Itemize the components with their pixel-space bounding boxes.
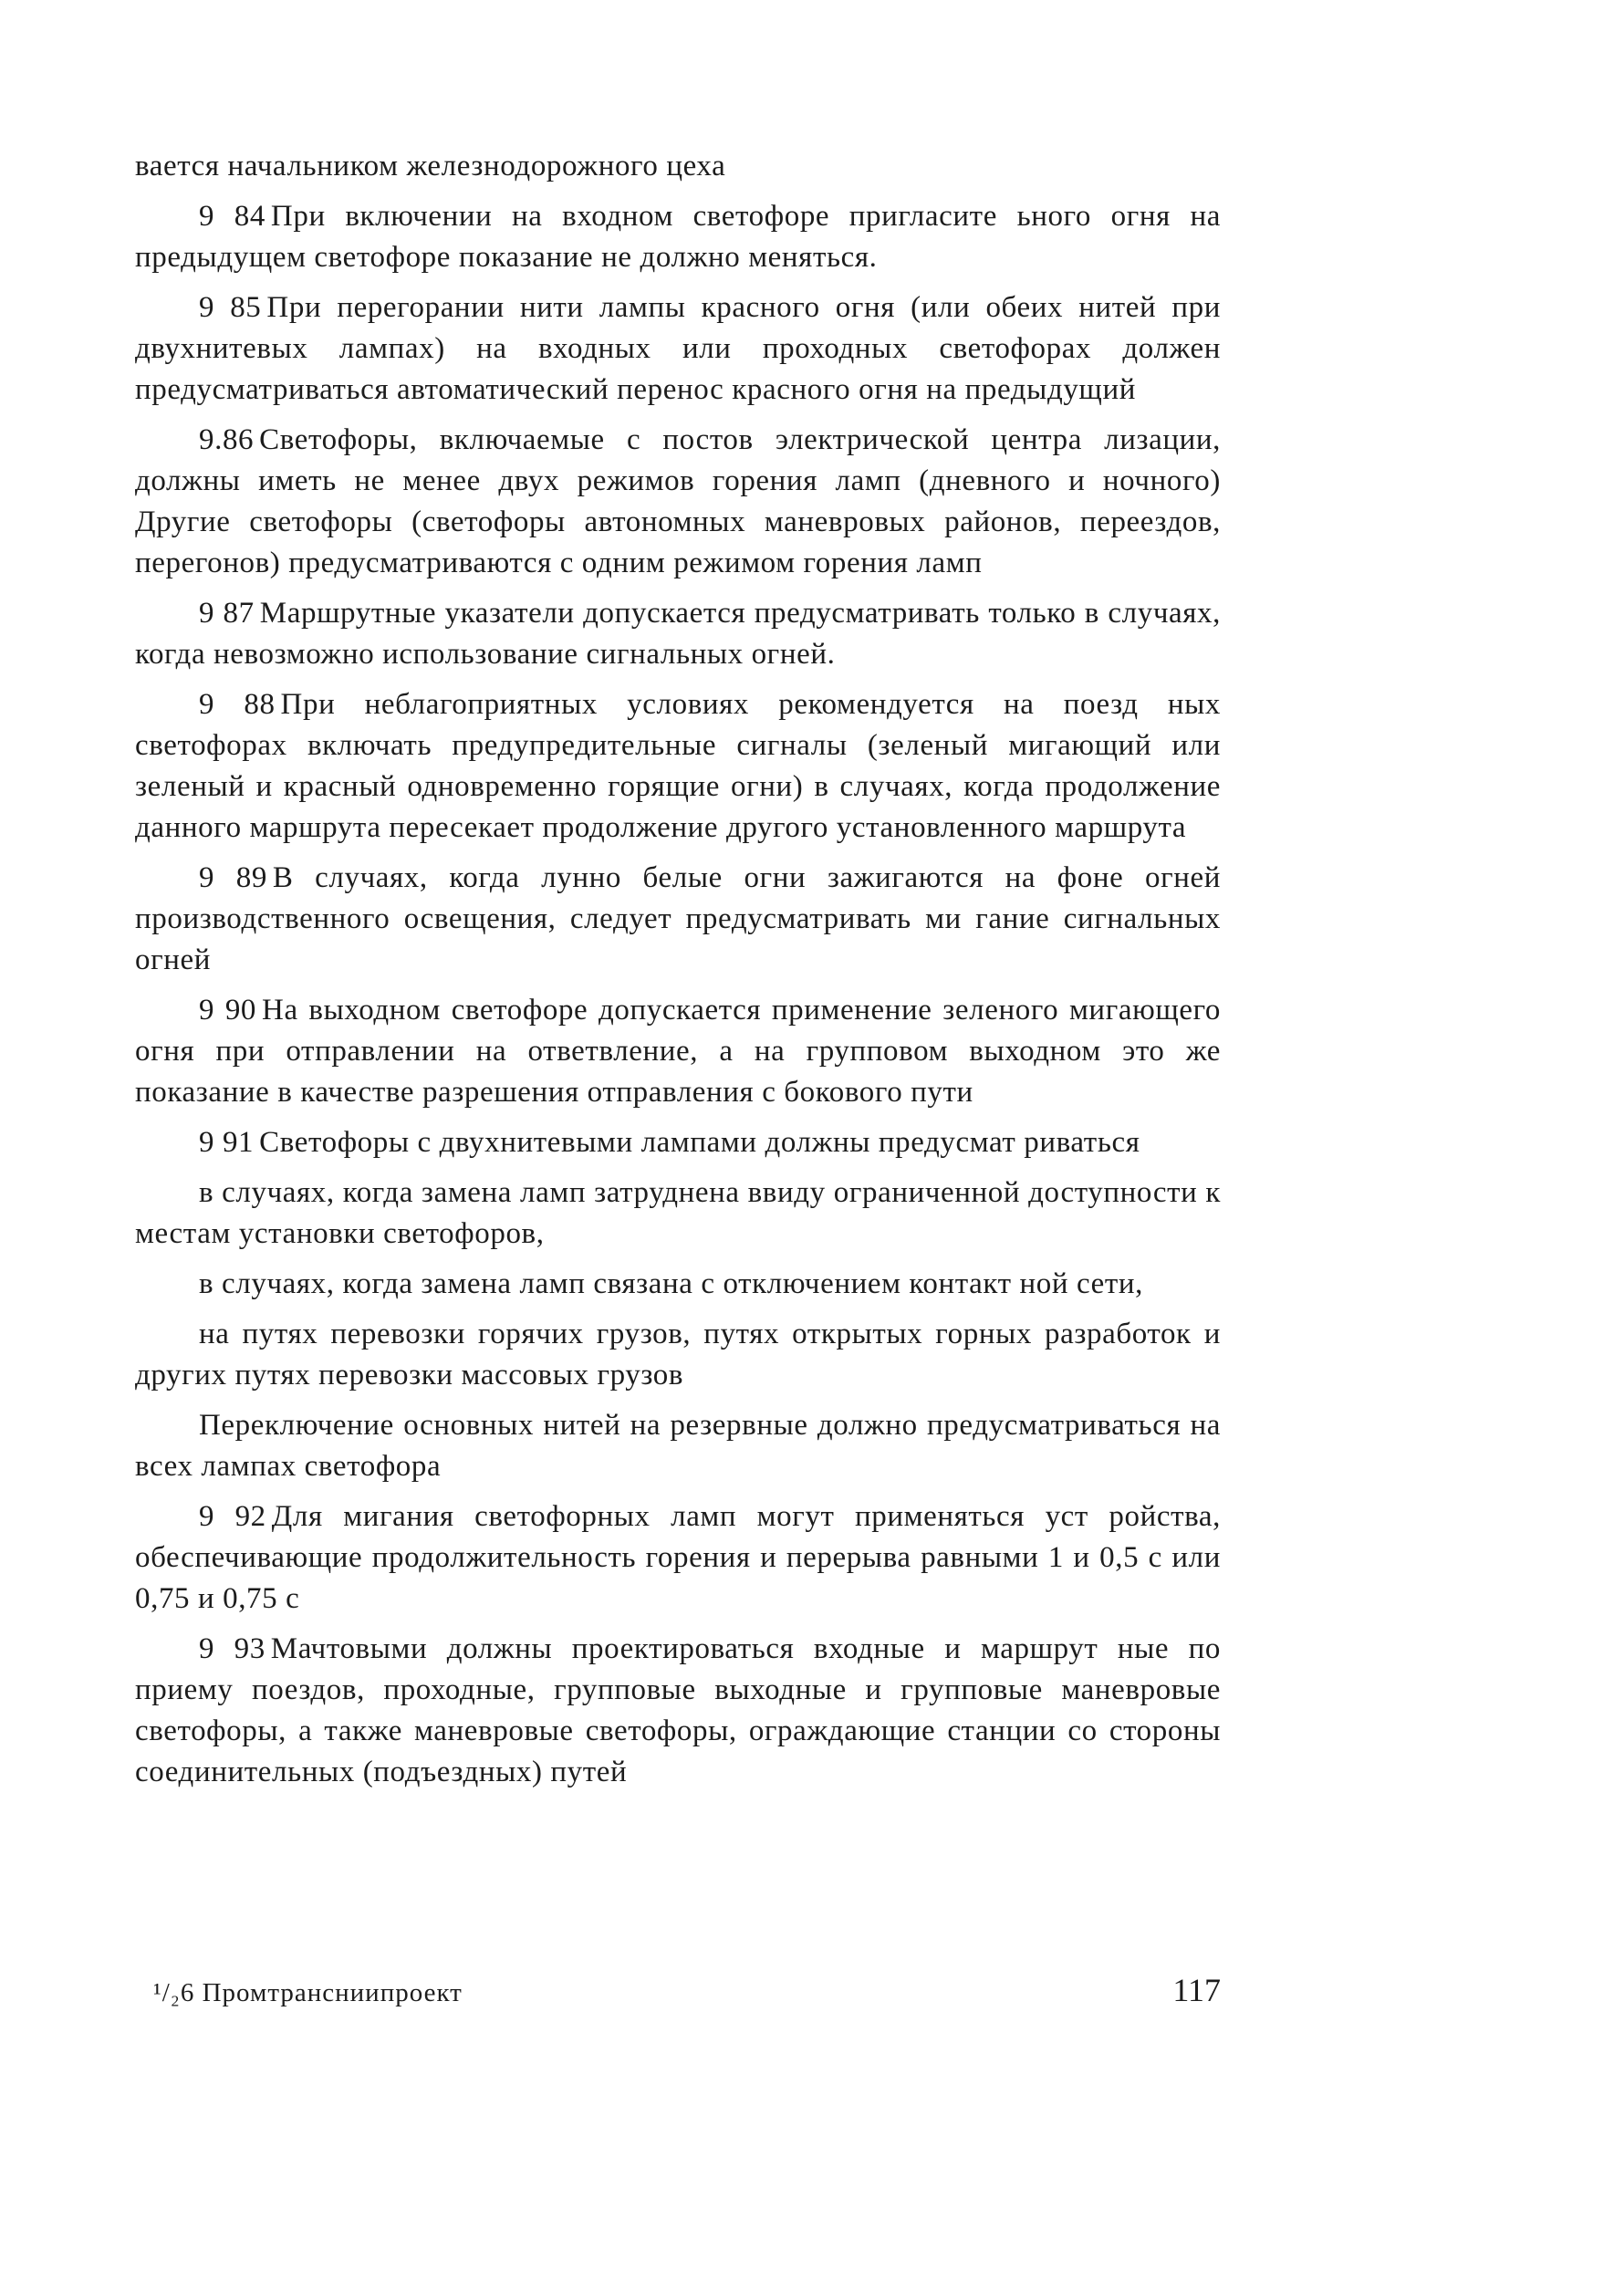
paragraph [135, 1629, 1221, 1793]
paragraph-text: На выходном светофоре допускается применение зеленого мигающего огня при отправлении на ответвление, а на групповом выходном это же показание в качестве разрешения отправления с бокового пути [135, 994, 1221, 1109]
paragraph [135, 593, 1221, 675]
paragraph-text: в случаях, когда замена ламп затруднена ввиду ограниченной доступности к местам установки светофоров, [135, 1176, 1221, 1250]
clause-number: 9.86 [199, 423, 255, 456]
paragraph [135, 146, 1221, 187]
paragraph [135, 1314, 1221, 1396]
paragraph-text: на путях перевозки горячих грузов, путях открытых горных разработок и других путях перевозки массовых грузов [135, 1318, 1221, 1391]
clause-number: 9 84 [199, 200, 265, 233]
paragraph [135, 990, 1221, 1113]
paragraph-text: Переключение основных нитей на резервные должно предусматриваться на всех лампах светофора [135, 1409, 1221, 1483]
paragraph-text: Мачтовыми должны проектироваться входные и маршрут ные по приему поездов, проходные, групповые выходные и групповые маневровые светофоры, а также маневровые светофоры, ограждающие станции со стороны соединительных (подъездных) путей [135, 1632, 1221, 1788]
paragraph [135, 1496, 1221, 1620]
page-footer [135, 1971, 1221, 2017]
paragraph-text: вается начальником железнодорожного цеха [135, 150, 726, 182]
clause-number: 9 89 [199, 861, 267, 894]
footer-signature: ¹/₂6 Промтрансниипроект [153, 1978, 463, 2007]
clause-number: 9 92 [199, 1500, 266, 1533]
body-text [135, 146, 1221, 1802]
clause-number: 9 88 [199, 688, 276, 721]
clause-number: 9 87 [199, 597, 255, 630]
paragraph [135, 1264, 1221, 1305]
paragraph-text: При перегорании нити лампы красного огня (или обеих нитей при двухнитевых лампах) на входных или проходных светофорах должен предусматриваться автоматический перенос красного огня на предыдущий [135, 291, 1221, 406]
paragraph [135, 196, 1221, 278]
clause-number: 9 93 [199, 1632, 265, 1665]
paragraph [135, 287, 1221, 411]
clause-number: 9 85 [199, 291, 262, 324]
paragraph [135, 858, 1221, 981]
clause-number: 9 90 [199, 994, 257, 1027]
paragraph-text: При неблагоприятных условиях рекомендуется на поезд ных светофорах включать предупредительные сигналы (зеленый мигающий или зеленый и красный одновременно горящие огни) в случаях, когда продолжение данного маршрута пересекает продолжение другого установленного маршрута [135, 688, 1221, 844]
paragraph-text: в случаях, когда замена ламп связана с отключением контакт ной сети, [199, 1267, 1143, 1300]
page-number: 117 [1172, 1972, 1221, 2008]
paragraph-text: Светофоры с двухнитевыми лампами должны предусмат риваться [259, 1126, 1140, 1159]
paragraph-text: При включении на входном светофоре пригласите ьного огня на предыдущем светофоре показание не должно меняться. [135, 200, 1221, 274]
paragraph [135, 1122, 1221, 1163]
paragraph [135, 420, 1221, 584]
paragraph-text: Светофоры, включаемые с постов электрической центра лизации, должны иметь не менее двух режимов горения ламп (дневного и ночного) Другие светофоры (светофоры автономных маневровых районов, переездов, перегонов) предусматриваются с одним режимом горения ламп [135, 423, 1221, 579]
paragraph [135, 1405, 1221, 1487]
paragraph-text: Маршрутные указатели допускается предусматривать только в случаях, когда невозможно использование сигнальных огней. [135, 597, 1221, 671]
paragraph-text: Для мигания светофорных ламп могут применяться уст ройства, обеспечивающие продолжительность горения и перерыва равными 1 и 0,5 с или 0,75 и 0,75 с [135, 1500, 1221, 1615]
paragraph [135, 1173, 1221, 1255]
clause-number: 9 91 [199, 1126, 255, 1159]
paragraph-text: В случаях, когда лунно белые огни зажигаются на фоне огней производственного освещения, следует предусматривать ми гание сигнальных огней [135, 861, 1221, 976]
paragraph [135, 684, 1221, 849]
